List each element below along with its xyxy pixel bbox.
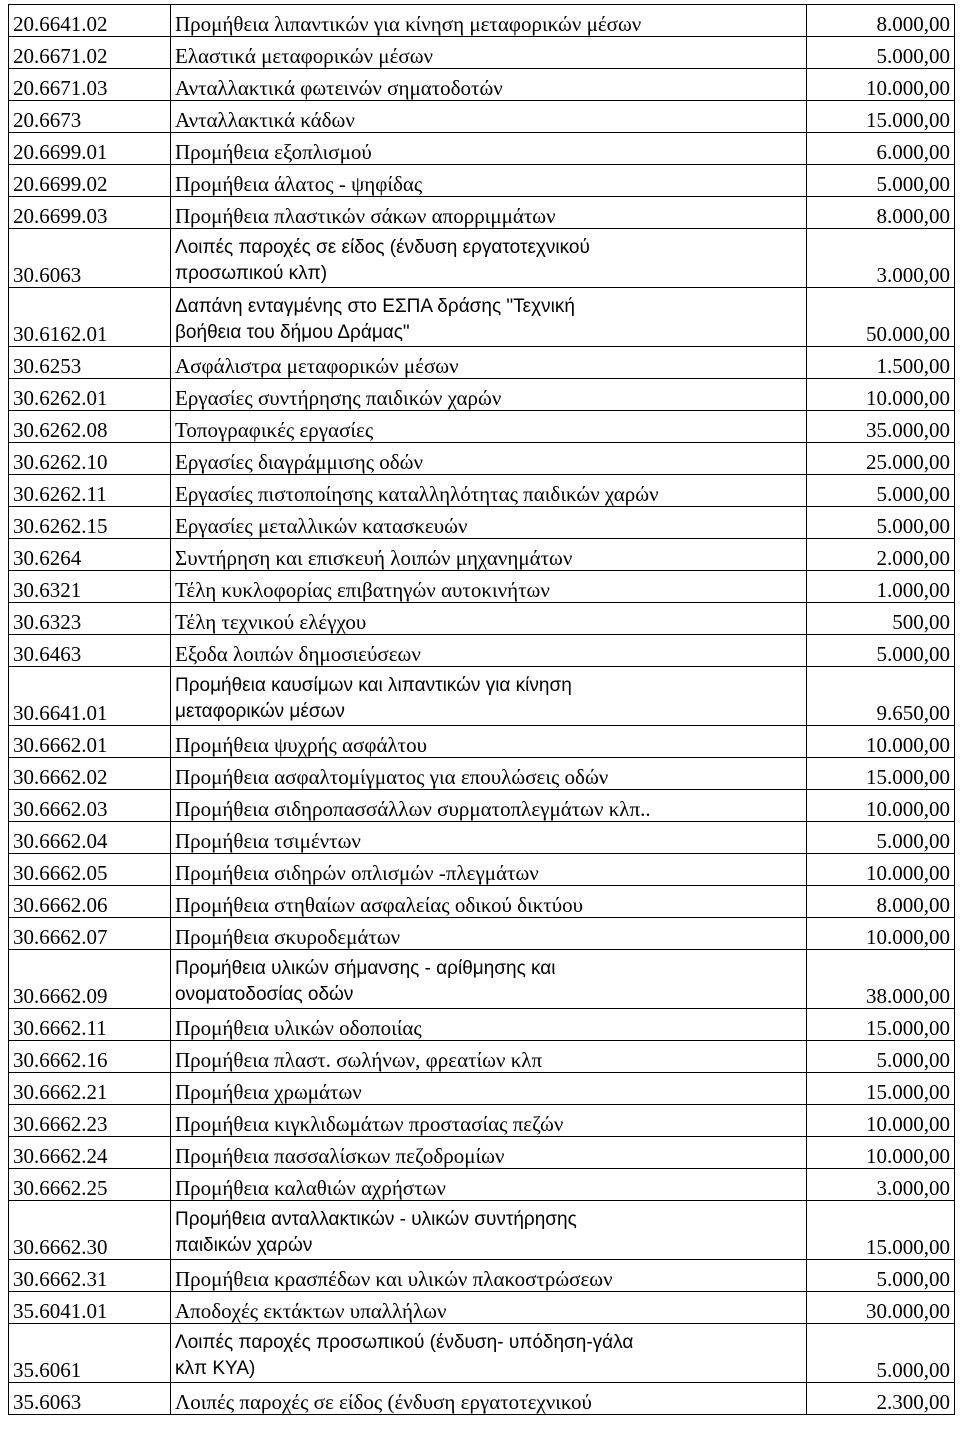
table-row	[9, 197, 955, 229]
account-code-cell: 30.6662.07	[9, 918, 171, 950]
amount-cell: 10.000,00	[807, 790, 955, 822]
amount-cell: 1.000,00	[807, 571, 955, 603]
description-cell	[171, 1324, 807, 1383]
description-cell	[171, 635, 807, 667]
table-row	[9, 411, 955, 443]
description-cell	[171, 379, 807, 411]
description-cell	[171, 347, 807, 379]
account-code-cell: 30.6321	[9, 571, 171, 603]
account-code-cell: 30.6662.31	[9, 1260, 171, 1292]
description-cell	[171, 1260, 807, 1292]
account-code-cell: 30.6063	[9, 229, 171, 288]
table-row	[9, 1169, 955, 1201]
description-line: Εργασίες διαγράμμισης οδών	[175, 450, 424, 474]
amount-cell: 10.000,00	[807, 69, 955, 101]
description-line: Συντήρηση και επισκευή λοιπών μηχανημάτων	[175, 546, 573, 570]
account-code-cell: 30.6323	[9, 603, 171, 635]
description-cell	[171, 101, 807, 133]
description-cell	[171, 918, 807, 950]
account-code-cell: 30.6262.10	[9, 443, 171, 475]
table-row	[9, 886, 955, 918]
account-code-cell: 30.6262.01	[9, 379, 171, 411]
amount-cell: 25.000,00	[807, 443, 955, 475]
description-cell	[171, 1292, 807, 1324]
account-code-cell: 30.6253	[9, 347, 171, 379]
description-line: Προμήθεια σιδηροπασσάλλων συρματοπλεγμάτων κλπ..	[175, 797, 651, 821]
description-line: Προμήθεια υλικών οδοποιίας	[175, 1016, 422, 1040]
description-cell	[171, 758, 807, 790]
table-row	[9, 950, 955, 1009]
description-cell	[171, 443, 807, 475]
table-row	[9, 918, 955, 950]
table-row	[9, 1073, 955, 1105]
description-line: παιδικών χαρών	[175, 1235, 313, 1256]
description-cell	[171, 229, 807, 288]
table-row	[9, 758, 955, 790]
description-cell	[171, 1169, 807, 1201]
description-cell	[171, 1383, 807, 1415]
amount-cell: 5.000,00	[807, 1324, 955, 1383]
account-code-cell: 20.6699.03	[9, 197, 171, 229]
description-line: Τέλη κυκλοφορίας επιβατηγών αυτοκινήτων	[175, 578, 550, 602]
description-line: Προμήθεια λιπαντικών για κίνηση μεταφορικών μέσων	[175, 12, 642, 36]
description-line: Προμήθεια ανταλλακτικών - υλικών συντήρησης	[175, 1209, 577, 1230]
description-line: Προμήθεια πασσαλίσκων πεζοδρομίων	[175, 1144, 505, 1168]
description-line: προσωπικού κλπ)	[175, 263, 328, 284]
account-code-cell: 30.6463	[9, 635, 171, 667]
description-cell	[171, 854, 807, 886]
description-cell	[171, 667, 807, 726]
amount-cell: 5.000,00	[807, 507, 955, 539]
table-row	[9, 539, 955, 571]
table-row	[9, 790, 955, 822]
description-cell	[171, 69, 807, 101]
amount-cell: 8.000,00	[807, 5, 955, 37]
description-cell	[171, 475, 807, 507]
table-row	[9, 165, 955, 197]
account-code-cell: 30.6662.02	[9, 758, 171, 790]
description-cell	[171, 726, 807, 758]
account-code-cell: 30.6662.21	[9, 1073, 171, 1105]
table-row	[9, 288, 955, 347]
description-line: Τέλη τεχνικού ελέγχου	[175, 610, 367, 634]
table-row	[9, 1324, 955, 1383]
account-code-cell: 30.6162.01	[9, 288, 171, 347]
account-code-cell: 30.6662.16	[9, 1041, 171, 1073]
description-cell	[171, 165, 807, 197]
account-code-cell: 20.6641.02	[9, 5, 171, 37]
description-line: Προμήθεια ασφαλτομίγματος για επουλώσεις οδών	[175, 765, 609, 789]
account-code-cell: 30.6262.08	[9, 411, 171, 443]
account-code-cell: 35.6063	[9, 1383, 171, 1415]
amount-cell: 15.000,00	[807, 101, 955, 133]
description-line: Τοπογραφικές εργασίες	[175, 418, 374, 442]
description-line: Εργασίες συντήρησης παιδικών χαρών	[175, 386, 502, 410]
description-cell	[171, 1105, 807, 1137]
table-row	[9, 507, 955, 539]
account-code-cell: 20.6699.02	[9, 165, 171, 197]
amount-cell: 5.000,00	[807, 1260, 955, 1292]
description-line: Εργασίες μεταλλικών κατασκευών	[175, 514, 468, 538]
description-cell	[171, 1137, 807, 1169]
table-row	[9, 854, 955, 886]
table-row	[9, 1009, 955, 1041]
amount-cell: 5.000,00	[807, 1041, 955, 1073]
amount-cell: 10.000,00	[807, 854, 955, 886]
account-code-cell: 30.6262.15	[9, 507, 171, 539]
table-row	[9, 1292, 955, 1324]
description-line: Λοιπές παροχές προσωπικού (ένδυση- υπόδηση-γάλα	[175, 1332, 634, 1353]
description-cell	[171, 1073, 807, 1105]
table-row	[9, 635, 955, 667]
description-line: Προμήθεια σκυροδεμάτων	[175, 925, 401, 949]
account-code-cell: 30.6662.30	[9, 1201, 171, 1260]
table-row	[9, 1201, 955, 1260]
amount-cell: 10.000,00	[807, 918, 955, 950]
description-line: Ανταλλακτικά φωτεινών σηματοδοτών	[175, 76, 503, 100]
table-row	[9, 1041, 955, 1073]
description-line: Προμήθεια πλαστικών σάκων απορριμμάτων	[175, 204, 556, 228]
table-row	[9, 443, 955, 475]
description-cell	[171, 5, 807, 37]
account-code-cell: 30.6662.06	[9, 886, 171, 918]
amount-cell: 8.000,00	[807, 197, 955, 229]
description-cell	[171, 950, 807, 1009]
account-code-cell: 30.6662.05	[9, 854, 171, 886]
description-line: κλπ ΚΥΑ)	[175, 1358, 256, 1379]
amount-cell: 5.000,00	[807, 37, 955, 69]
table-row	[9, 1383, 955, 1415]
account-code-cell: 20.6671.03	[9, 69, 171, 101]
table-row	[9, 229, 955, 288]
table-row	[9, 347, 955, 379]
table-row	[9, 667, 955, 726]
amount-cell: 6.000,00	[807, 133, 955, 165]
table-row	[9, 475, 955, 507]
description-line: Προμήθεια κρασπέδων και υλικών πλακοστρώσεων	[175, 1267, 613, 1291]
amount-cell: 50.000,00	[807, 288, 955, 347]
table-row	[9, 571, 955, 603]
table-row	[9, 379, 955, 411]
description-line: Προμήθεια καλαθιών αχρήστων	[175, 1176, 446, 1200]
amount-cell: 15.000,00	[807, 1201, 955, 1260]
table-row	[9, 1137, 955, 1169]
account-code-cell: 30.6662.24	[9, 1137, 171, 1169]
table-row	[9, 822, 955, 854]
description-cell	[171, 411, 807, 443]
account-code-cell: 30.6662.03	[9, 790, 171, 822]
table-row	[9, 1105, 955, 1137]
amount-cell: 5.000,00	[807, 475, 955, 507]
amount-cell: 8.000,00	[807, 886, 955, 918]
budget-table	[8, 4, 955, 1415]
description-line: Εργασίες πιστοποίησης καταλληλότητας παιδικών χαρών	[175, 482, 659, 506]
description-line: Ασφάλιστρα μεταφορικών μέσων	[175, 354, 459, 378]
description-cell	[171, 603, 807, 635]
description-line: Προμήθεια ψυχρής ασφάλτου	[175, 733, 428, 757]
account-code-cell: 30.6262.11	[9, 475, 171, 507]
table-row	[9, 5, 955, 37]
description-line: Προμήθεια σιδηρών οπλισμών -πλεγμάτων	[175, 861, 539, 885]
description-line: Εξοδα λοιπών δημοσιεύσεων	[175, 642, 421, 666]
description-line: Ελαστικά μεταφορικών μέσων	[175, 44, 434, 68]
description-line: Προμήθεια κιγκλιδωμάτων προστασίας πεζών	[175, 1112, 564, 1136]
table-row	[9, 133, 955, 165]
description-line: Προμήθεια στηθαίων ασφαλείας οδικού δικτύου	[175, 893, 584, 917]
description-line: Ανταλλακτικά κάδων	[175, 108, 355, 132]
description-cell	[171, 886, 807, 918]
account-code-cell: 30.6662.01	[9, 726, 171, 758]
account-code-cell: 30.6662.11	[9, 1009, 171, 1041]
amount-cell: 3.000,00	[807, 1169, 955, 1201]
amount-cell: 2.300,00	[807, 1383, 955, 1415]
table-row	[9, 1260, 955, 1292]
amount-cell: 35.000,00	[807, 411, 955, 443]
description-cell	[171, 790, 807, 822]
description-line: βοήθεια του δήμου Δράμας"	[175, 322, 410, 343]
account-code-cell: 30.6662.25	[9, 1169, 171, 1201]
description-cell	[171, 1009, 807, 1041]
account-code-cell: 30.6662.04	[9, 822, 171, 854]
description-line: ονοματοδοσίας οδών	[175, 984, 354, 1005]
amount-cell: 15.000,00	[807, 1073, 955, 1105]
description-cell	[171, 571, 807, 603]
amount-cell: 30.000,00	[807, 1292, 955, 1324]
amount-cell: 10.000,00	[807, 379, 955, 411]
account-code-cell: 30.6662.23	[9, 1105, 171, 1137]
account-code-cell: 20.6671.02	[9, 37, 171, 69]
description-cell	[171, 197, 807, 229]
description-line: Αποδοχές εκτάκτων υπαλλήλων	[175, 1299, 447, 1323]
account-code-cell: 20.6673	[9, 101, 171, 133]
table-row	[9, 37, 955, 69]
amount-cell: 10.000,00	[807, 1137, 955, 1169]
amount-cell: 10.000,00	[807, 726, 955, 758]
table-row	[9, 101, 955, 133]
description-line: Προμήθεια άλατος - ψηφίδας	[175, 172, 423, 196]
amount-cell: 9.650,00	[807, 667, 955, 726]
amount-cell: 5.000,00	[807, 822, 955, 854]
description-line: Λοιπές παροχές σε είδος (ένδυση εργατοτεχνικού	[175, 1390, 592, 1414]
description-line: Προμήθεια πλαστ. σωλήνων, φρεατίων κλπ	[175, 1048, 543, 1072]
amount-cell: 15.000,00	[807, 1009, 955, 1041]
amount-cell: 38.000,00	[807, 950, 955, 1009]
description-cell	[171, 1041, 807, 1073]
amount-cell: 2.000,00	[807, 539, 955, 571]
amount-cell: 5.000,00	[807, 635, 955, 667]
account-code-cell: 30.6264	[9, 539, 171, 571]
account-code-cell: 20.6699.01	[9, 133, 171, 165]
description-cell	[171, 288, 807, 347]
table-row	[9, 603, 955, 635]
description-line: μεταφορικών μέσων	[175, 701, 345, 722]
amount-cell: 500,00	[807, 603, 955, 635]
account-code-cell: 35.6061	[9, 1324, 171, 1383]
amount-cell: 5.000,00	[807, 165, 955, 197]
description-line: Προμήθεια χρωμάτων	[175, 1080, 362, 1104]
description-cell	[171, 822, 807, 854]
description-cell	[171, 37, 807, 69]
description-cell	[171, 539, 807, 571]
description-line: Προμήθεια εξοπλισμού	[175, 140, 372, 164]
amount-cell: 15.000,00	[807, 758, 955, 790]
table-row	[9, 69, 955, 101]
amount-cell: 10.000,00	[807, 1105, 955, 1137]
description-cell	[171, 133, 807, 165]
description-cell	[171, 1201, 807, 1260]
description-line: Δαπάνη ενταγμένης στο ΕΣΠΑ δράσης "Τεχνική	[175, 296, 575, 317]
amount-cell: 1.500,00	[807, 347, 955, 379]
account-code-cell: 30.6662.09	[9, 950, 171, 1009]
description-line: Λοιπές παροχές σε είδος (ένδυση εργατοτεχνικού	[175, 237, 590, 258]
description-line: Προμήθεια υλικών σήμανσης - αρίθμησης και	[175, 958, 556, 979]
amount-cell: 3.000,00	[807, 229, 955, 288]
table-row	[9, 726, 955, 758]
account-code-cell: 35.6041.01	[9, 1292, 171, 1324]
budget-table-body	[9, 5, 955, 1415]
description-cell	[171, 507, 807, 539]
account-code-cell: 30.6641.01	[9, 667, 171, 726]
description-line: Προμήθεια τσιμέντων	[175, 829, 361, 853]
description-line: Προμήθεια καυσίμων και λιπαντικών για κίνηση	[175, 675, 572, 696]
